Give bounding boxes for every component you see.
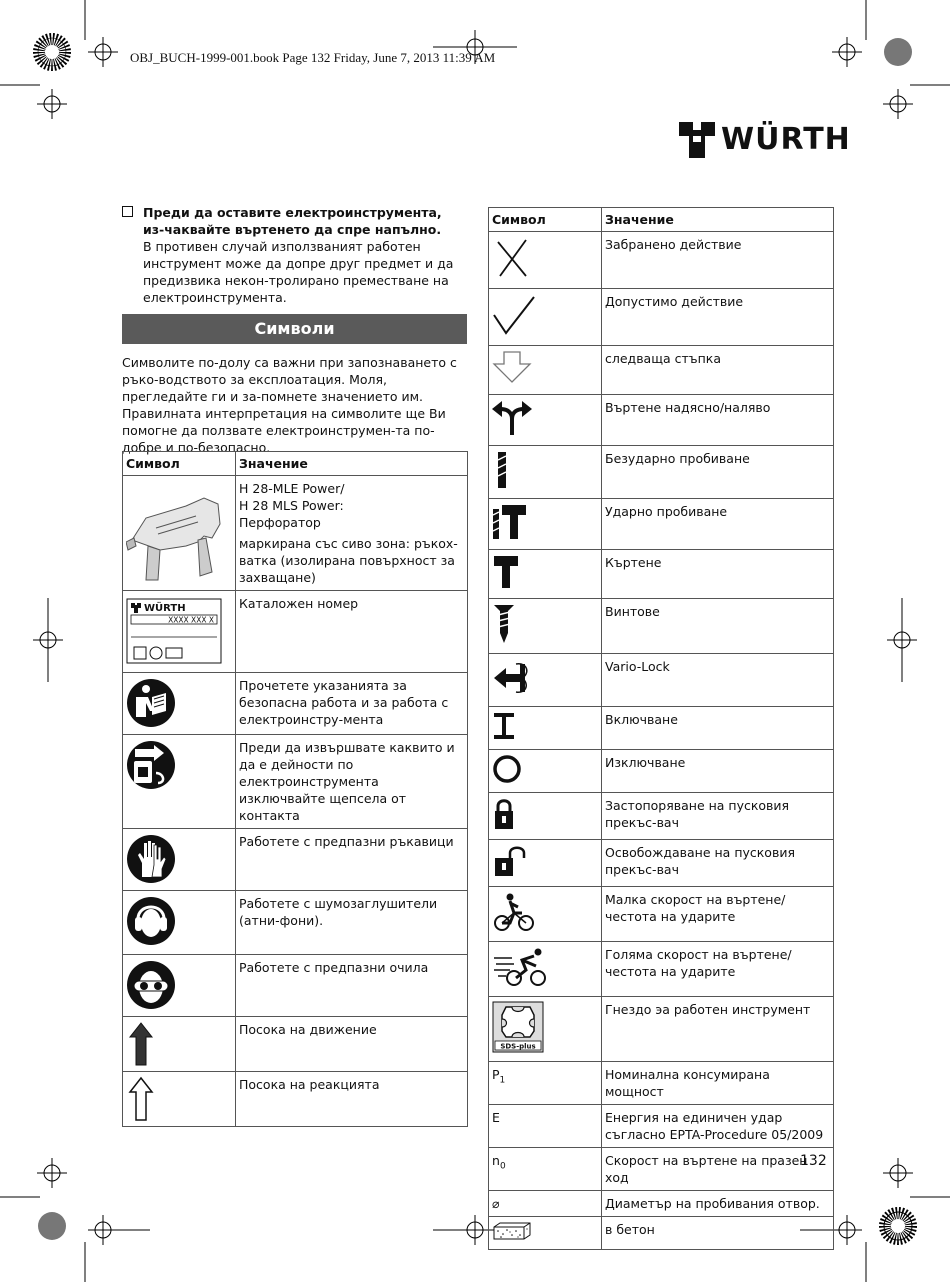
symbol-cell (489, 793, 602, 840)
symbol-cell (123, 1017, 236, 1072)
symbol-text: n (492, 1153, 500, 1168)
table-row (489, 942, 834, 997)
symbol-cell (123, 476, 236, 591)
table-row (489, 1191, 834, 1217)
label-brand: WÜRTH (144, 603, 186, 614)
table-header-row (123, 452, 468, 476)
print-header: OBJ_BUCH-1999-001.book Page 132 Friday, June 7, 2013 11:39 AM (130, 50, 496, 65)
symbol-cell (489, 1105, 602, 1148)
hammer-drill-image (126, 480, 232, 586)
wurth-logo-text: WÜRTH (721, 122, 851, 157)
meaning-cell: в бетон (602, 1217, 834, 1250)
table-row (123, 1017, 468, 1072)
label-code: XXXX XXX X (168, 615, 214, 625)
reaction-arrow-icon (126, 1076, 156, 1122)
symbol-cell (489, 750, 602, 793)
symbol-text: E (492, 1110, 500, 1125)
meaning-cell: Забранено действие (602, 232, 834, 289)
power-on-icon (492, 711, 516, 741)
table-row (489, 1217, 834, 1250)
meaning-cell: Диаметър на пробивания отвор. (602, 1191, 834, 1217)
meaning-cell: Работете с предпазни очила (236, 955, 468, 1017)
fast-cyclist-icon (492, 946, 548, 988)
notice-heading: Преди да оставите електроинструмента, из-чаквайте въртенето да спре напълно. (143, 205, 442, 237)
meaning-cell: Енергия на единичен удар съгласно EPTA-Procedure 05/2009 (602, 1105, 834, 1148)
meaning-cell: следваща стъпка (602, 346, 834, 395)
meaning-cell: Посока на движение (236, 1017, 468, 1072)
symbol-cell (489, 1062, 602, 1105)
symbol-cell (123, 591, 236, 673)
meaning-cell: Посока на реакцията (236, 1072, 468, 1127)
meaning-cell: Къртене (602, 550, 834, 599)
meaning-cell: Малка скорост на въртене/честота на ударите (602, 887, 834, 942)
header-meaning: Значение (236, 452, 468, 476)
symbol-cell (489, 1148, 602, 1191)
table-row (123, 829, 468, 891)
symbol-cell (489, 550, 602, 599)
meaning-cell: Безударно пробиване (602, 446, 834, 499)
symbol-cell (489, 499, 602, 550)
concrete-block-icon (492, 1221, 532, 1241)
wurth-logo-icon (677, 120, 717, 160)
meaning-cell (236, 476, 468, 591)
meaning-cell: Ударно пробиване (602, 499, 834, 550)
sds-plus-icon (492, 1001, 544, 1053)
unplug-icon (126, 739, 176, 791)
symbol-cell (123, 673, 236, 735)
table-row (489, 446, 834, 499)
symbol-cell (489, 289, 602, 346)
symbol-cell (123, 1072, 236, 1127)
symbol-cell (489, 232, 602, 289)
drill-bit-icon (492, 450, 512, 490)
table-row (489, 1062, 834, 1105)
meaning-cell: Въртене надясно/наляво (602, 395, 834, 446)
symbol-cell (489, 887, 602, 942)
table-header-row (489, 208, 834, 232)
rotation-direction-icon (492, 399, 532, 437)
meaning-cell: Работете с шумозаглушители (атни-фони). (236, 891, 468, 955)
slow-cyclist-icon (492, 891, 536, 933)
section-intro: Символите по-долу са важни при запознаването с ръко-водството за експлоатация. Моля, прегледайте ги и за-помнете значението им. Правилната интерпретация на символите ще Ви помогне да ползвате електроинструмен-та по-добре и по-безопасно. (122, 355, 457, 455)
meaning-cell: Преди да извършвате каквито и да е дейности по електроинструмента изключвайте щепсела от контакта (236, 735, 468, 829)
meaning-cell: Включване (602, 707, 834, 750)
table-row (489, 289, 834, 346)
movement-arrow-icon (126, 1021, 156, 1067)
catalog-label (126, 595, 224, 667)
read-manual-icon (126, 677, 176, 729)
meaning-extra: маркирана със сиво зона: ръкох-ватка (изолирана повърхност за захващане) (239, 536, 458, 585)
table-row (489, 750, 834, 793)
table-row (123, 673, 468, 735)
page-number: 132 (800, 1153, 827, 1169)
table-row (123, 591, 468, 673)
table-row (123, 476, 468, 591)
vario-lock-icon (492, 658, 532, 698)
lock-closed-icon (492, 797, 516, 831)
table-row (489, 346, 834, 395)
table-row (489, 840, 834, 887)
meaning-line: H 28 MLS Power: (239, 498, 344, 513)
symbol-cell (489, 346, 602, 395)
symbol-cell (123, 735, 236, 829)
table-row (489, 887, 834, 942)
meaning-cell: Прочетете указанията за безопасна работа и за работа с електроинстру-мента (236, 673, 468, 735)
table-row (489, 654, 834, 707)
section-title: Символи (122, 314, 467, 344)
table-row (123, 891, 468, 955)
ear-protection-icon (126, 895, 176, 947)
symbol-cell (489, 997, 602, 1062)
symbol-cell (489, 1191, 602, 1217)
meaning-cell: Скорост на въртене на празен ход (602, 1148, 834, 1191)
symbol-subscript: 1 (499, 1075, 506, 1086)
meaning-cell: Допустимо действие (602, 289, 834, 346)
hammer-drill-icon (492, 503, 528, 541)
symbol-cell (489, 654, 602, 707)
table-row (489, 599, 834, 654)
symbol-cell (489, 395, 602, 446)
lock-open-icon (492, 844, 528, 878)
symbol-cell (489, 840, 602, 887)
meaning-cell: Каталожен номер (236, 591, 468, 673)
meaning-cell: Изключване (602, 750, 834, 793)
symbol-cell (489, 446, 602, 499)
header-symbol: Символ (123, 452, 236, 476)
symbol-text: ⌀ (492, 1196, 500, 1211)
meaning-line: H 28-MLE Power/ (239, 481, 345, 496)
symbol-subscript: 0 (499, 1161, 506, 1172)
symbol-text: P (492, 1067, 500, 1082)
meaning-cell: Номинална консумирана мощност (602, 1062, 834, 1105)
table-row (489, 232, 834, 289)
table-row (489, 1105, 834, 1148)
table-row (489, 395, 834, 446)
meaning-cell: Освобождаване на пусковия прекъс-вач (602, 840, 834, 887)
allowed-check-icon (492, 293, 536, 337)
table-row (489, 1148, 834, 1191)
symbol-cell (123, 891, 236, 955)
meaning-cell: Гнездо эа работен инструмент (602, 997, 834, 1062)
goggles-icon (126, 959, 176, 1011)
symbol-cell (123, 829, 236, 891)
wurth-logo (677, 120, 851, 160)
symbols-table-left (122, 451, 468, 1127)
next-step-arrow-icon (492, 350, 532, 384)
chisel-hammer-icon (492, 554, 520, 590)
forbidden-cross-icon (492, 236, 532, 280)
sds-plus-label: SDS-plus (500, 1042, 536, 1051)
symbol-cell (123, 955, 236, 1017)
table-row (489, 499, 834, 550)
table-row (123, 955, 468, 1017)
notice-text: В противен случай използваният работен инструмент може да допре друг предмет и да предизвика некон-тролирано преместване на електроинструмента. (143, 239, 454, 305)
safety-notice (122, 204, 467, 306)
meaning-cell: Vario-Lock (602, 654, 834, 707)
symbol-cell (489, 942, 602, 997)
table-row (489, 793, 834, 840)
symbols-table-right (488, 207, 834, 1250)
table-row (489, 707, 834, 750)
meaning-cell: Застопоряване на пусковия прекъс-вач (602, 793, 834, 840)
screw-icon (492, 603, 516, 645)
meaning-cell: Винтове (602, 599, 834, 654)
table-row (123, 735, 468, 829)
header-symbol: Символ (489, 208, 602, 232)
meaning-line: Перфоратор (239, 515, 321, 530)
power-off-icon (492, 754, 522, 784)
symbol-cell (489, 1217, 602, 1250)
table-row (489, 550, 834, 599)
meaning-cell: Работете с предпазни ръкавици (236, 829, 468, 891)
symbol-cell (489, 599, 602, 654)
symbol-cell (489, 707, 602, 750)
checkbox-bullet-icon (122, 206, 133, 217)
meaning-cell: Голяма скорост на въртене/честота на ударите (602, 942, 834, 997)
table-row (489, 997, 834, 1062)
header-meaning: Значение (602, 208, 834, 232)
table-row (123, 1072, 468, 1127)
gloves-icon (126, 833, 176, 885)
